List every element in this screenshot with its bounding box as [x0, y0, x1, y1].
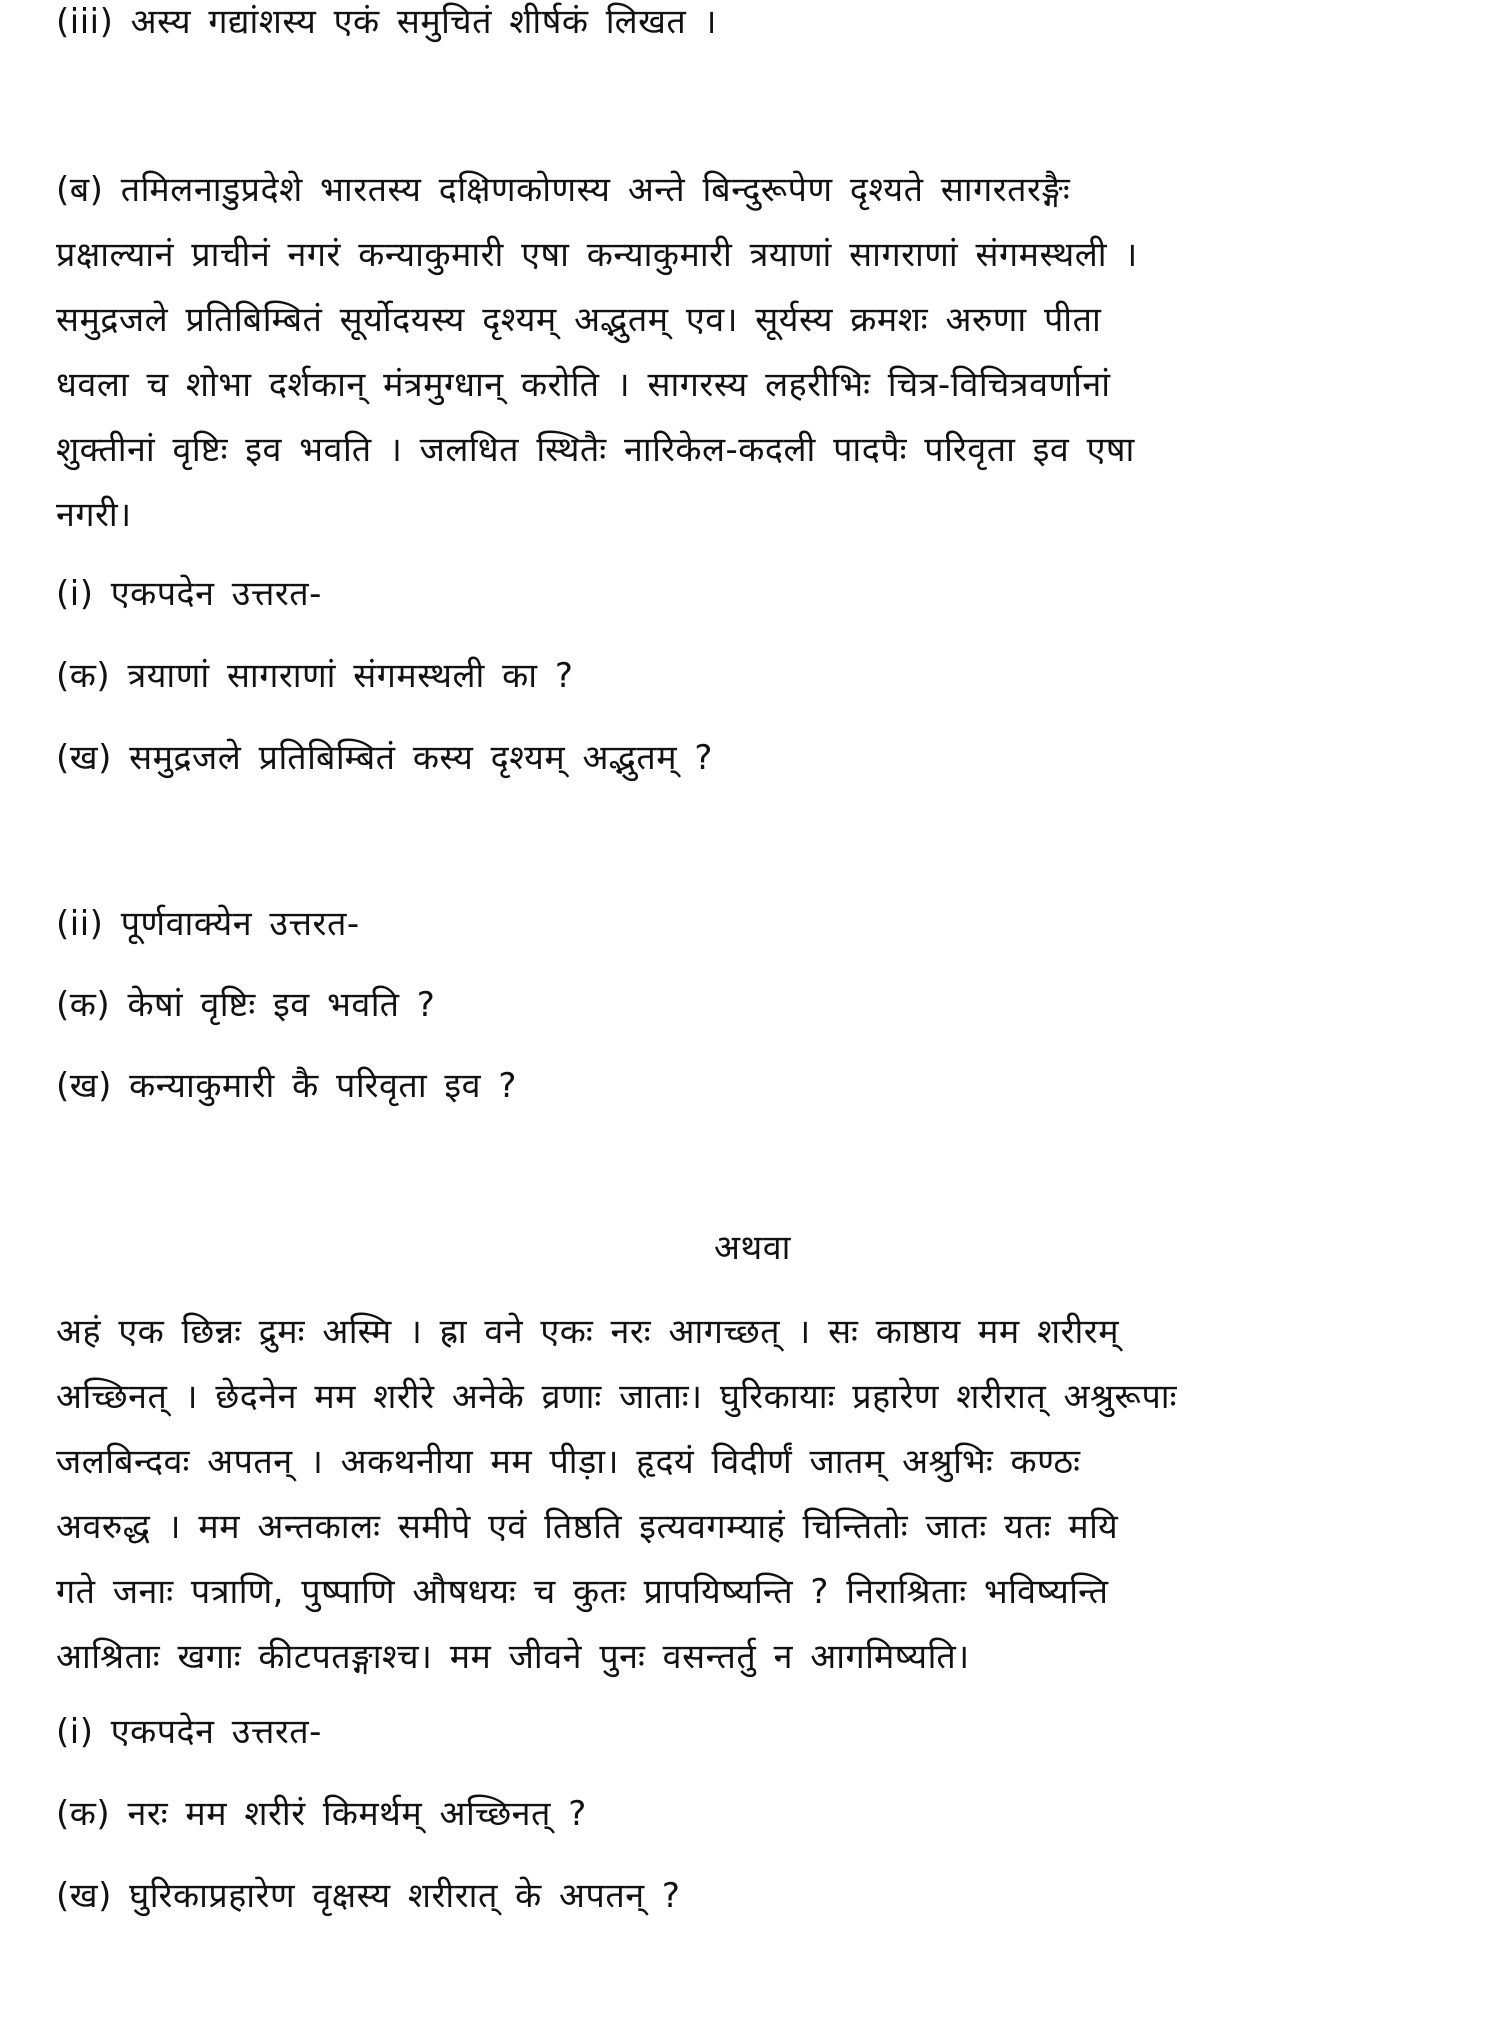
passage-line: अच्छिनत् । छेदनेन मम शरीरे अनेके व्रणाः जाताः। घुरिकायाः प्रहारेण शरीरात् अश्रुरूपाः [56, 1377, 1177, 1417]
passage-line: गते जनाः पत्राणि, पुष्पाणि औषधयः च कुतः प्रापयिष्यन्ति ? निराश्रिताः भविष्यन्ति [56, 1572, 1109, 1612]
question-item-kha: (ख) समुद्रजले प्रतिबिम्बितं कस्य दृश्यम् अद्भुतम् ? [56, 738, 713, 778]
passage-line: प्रक्षाल्यानं प्राचीनं नगरं कन्याकुमारी एषा कन्याकुमारी त्रयाणां सागराणां संगमस्थली । [56, 235, 1138, 275]
passage-line: समुद्रजले प्रतिबिम्बितं सूर्योदयस्य दृश्यम् अद्भुतम् एव। सूर्यस्य क्रमशः अरुणा पीता [56, 300, 1102, 340]
passage-tree [56, 1300, 1456, 1690]
question-i-heading: (i) एकपदेन उत्तरत- [56, 574, 322, 614]
passage-kanyakumari [56, 158, 1456, 548]
passage-line: आश्रिताः खगाः कीटपतङ्गाश्च। मम जीवने पुनः वसन्तर्तु न आगमिष्यति। [56, 1637, 970, 1677]
passage-line: अवरुद्ध । मम अन्तकालः समीपे एवं तिष्ठति इत्यवगम्याहं चिन्तितोः जातः यतः मयि [56, 1507, 1119, 1547]
question-item-ka: (क) त्रयाणां सागराणां संगमस्थली का ? [56, 656, 574, 696]
passage-line: जलबिन्दवः अपतन् । अकथनीया मम पीड़ा। हृदयं विदीर्णं जातम् अश्रुभिः कण्ठः [56, 1442, 1081, 1482]
question-item-kha: (ख) घुरिकाप्रहारेण वृक्षस्य शरीरात् के अपतन् ? [56, 1876, 681, 1916]
passage-line: (ब) तमिलनाडुप्रदेशे भारतस्य दक्षिणकोणस्य अन्ते बिन्दुरूपेण दृश्यते सागरतरङ्गैः [56, 170, 1071, 210]
or-divider: अथवा [714, 1228, 791, 1268]
question-ii-heading: (ii) पूर्णवाक्येन उत्तरत- [56, 904, 360, 944]
question-item-kha: (ख) कन्याकुमारी कै परिवृता इव ? [56, 1066, 517, 1106]
question-i-heading: (i) एकपदेन उत्तरत- [56, 1712, 322, 1752]
passage-line: नगरी। [56, 495, 132, 535]
passage-line: धवला च शोभा दर्शकान् मंत्रमुग्धान् करोति । सागरस्य लहरीभिः चित्र-विचित्रवर्णानां [56, 365, 1111, 405]
question-item-ka: (क) केषां वृष्टिः इव भवति ? [56, 985, 436, 1025]
question-iii-title: (iii) अस्य गद्यांशस्य एकं समुचितं शीर्षकं लिखत । [56, 2, 718, 42]
passage-line: शुक्तीनां वृष्टिः इव भवति । जलधित स्थितैः नारिकेल-कदली पादपैः परिवृता इव एषा [56, 430, 1135, 470]
question-item-ka: (क) नरः मम शरीरं किमर्थम् अच्छिनत् ? [56, 1794, 587, 1834]
passage-line: अहं एक छिन्नः द्रुमः अस्मि । ह्रा वने एकः नरः आगच्छत् । सः काष्ठाय मम शरीरम् [56, 1312, 1120, 1352]
